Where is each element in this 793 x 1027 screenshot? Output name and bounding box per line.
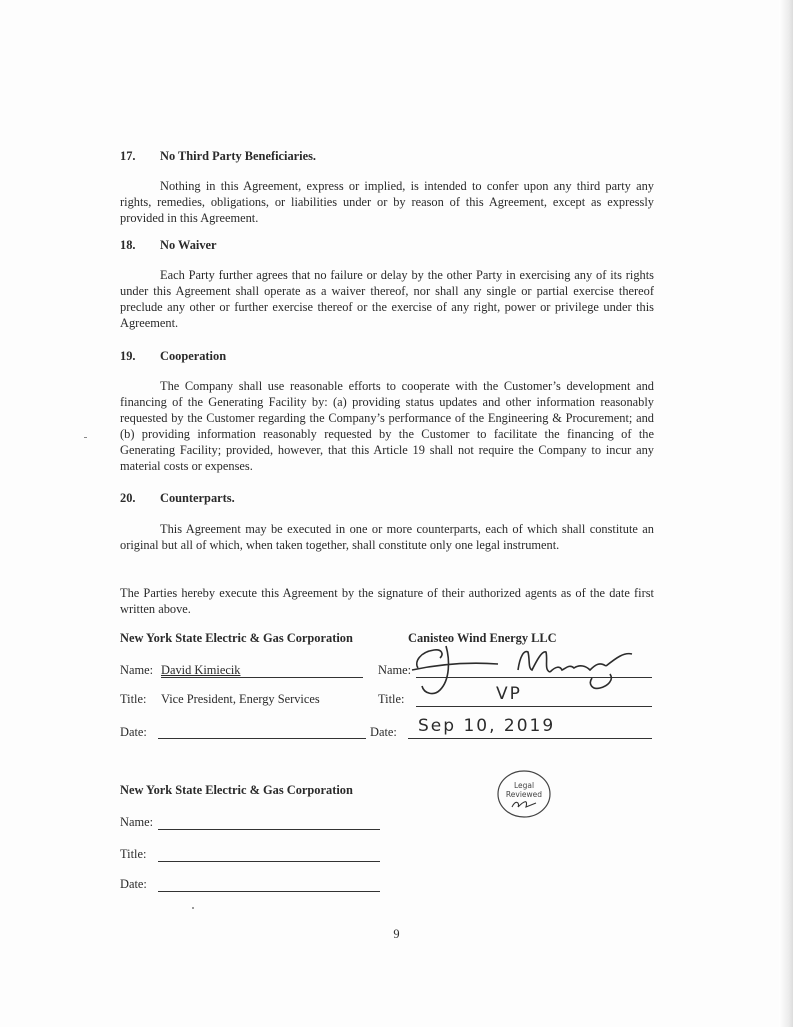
section-18-body: Each Party further agrees that no failure or delay by the other Party in exercising any of its rights under this Agreement shall operate as a waiver thereof, nor shall any single or partial exercise thereof preclude any other or further exercise thereof or the exercise of any right, power or privilege under this Agreement. — [120, 268, 654, 330]
section-20-body: This Agreement may be executed in one or more counterparts, each of which shall constitute an original but all of which, when taken together, shall constitute only one legal instrument. — [120, 522, 654, 552]
section-title: No Third Party Beneficiaries. — [160, 149, 317, 163]
signer-name-value: David Kimiecik — [161, 663, 241, 677]
execution-paragraph: The Parties hereby execute this Agreement by the signature of their authorized agents as of the date first written above. — [120, 586, 654, 616]
right-title-line — [416, 706, 652, 707]
section-17-body: Nothing in this Agreement, express or implied, is intended to confer upon any third party any rights, remedies, obligations, or liabilities under or by reason of this Agreement, except as expressly provided in this Agreement. — [120, 179, 654, 225]
block2-party-name: New York State Electric & Gas Corporation — [120, 783, 353, 797]
section-number: 17. — [120, 149, 136, 163]
section-17-heading — [120, 148, 654, 164]
name-line — [161, 677, 363, 678]
section-20-heading — [120, 490, 654, 506]
right-name-label: Name: — [378, 663, 412, 677]
date-line — [158, 738, 366, 739]
section-title: Cooperation — [160, 349, 227, 363]
scan-speck — [192, 907, 194, 909]
legal-reviewed-stamp — [496, 769, 552, 819]
title-label: Title: — [120, 692, 147, 706]
section-number: 19. — [120, 349, 136, 363]
block2-title-line — [158, 861, 380, 862]
section-19-body: The Company shall use reasonable efforts to cooperate with the Customer’s development and financing of the Generating Facility by: (a) providing status updates and other information reasonably requested by the Customer regarding the Company’s performance of the Engineering & Procurement; and (b) providing information reasonably requested by the Customer to facilitate the financing of the Generating Facility; provided, however, that this Article 19 shall not require the Company to incur any material costs or expenses. — [120, 379, 654, 473]
handwritten-title: VP — [496, 684, 522, 704]
block2-date-label: Date: — [120, 877, 147, 891]
right-date-line — [408, 738, 652, 739]
name-label: Name: — [120, 663, 154, 677]
svg-text:Reviewed: Reviewed — [505, 790, 543, 799]
block2-date-line — [158, 891, 380, 892]
scan-edge-shadow — [779, 0, 793, 1027]
block2-name-label: Name: — [120, 815, 154, 829]
block2-name-line — [158, 829, 380, 830]
left-party-name: New York State Electric & Gas Corporation — [120, 631, 353, 645]
page-number: 9 — [393, 927, 400, 941]
right-date-label: Date: — [370, 725, 397, 739]
date-label: Date: — [120, 725, 147, 739]
section-title: Counterparts. — [160, 491, 235, 505]
section-number: 20. — [120, 491, 136, 505]
section-18-heading — [120, 237, 654, 253]
section-title: No Waiver — [160, 238, 217, 252]
right-party-name: Canisteo Wind Energy LLC — [408, 631, 557, 645]
block2-title-label: Title: — [120, 847, 147, 861]
scan-mark — [84, 437, 87, 438]
section-19-heading — [120, 348, 654, 364]
svg-text:Legal: Legal — [513, 781, 535, 790]
right-title-label: Title: — [378, 692, 405, 706]
handwritten-date: Sep 10, 2019 — [418, 716, 556, 736]
section-number: 18. — [120, 238, 136, 252]
signer-title-value: Vice President, Energy Services — [161, 692, 320, 706]
handwritten-signature — [410, 640, 640, 700]
